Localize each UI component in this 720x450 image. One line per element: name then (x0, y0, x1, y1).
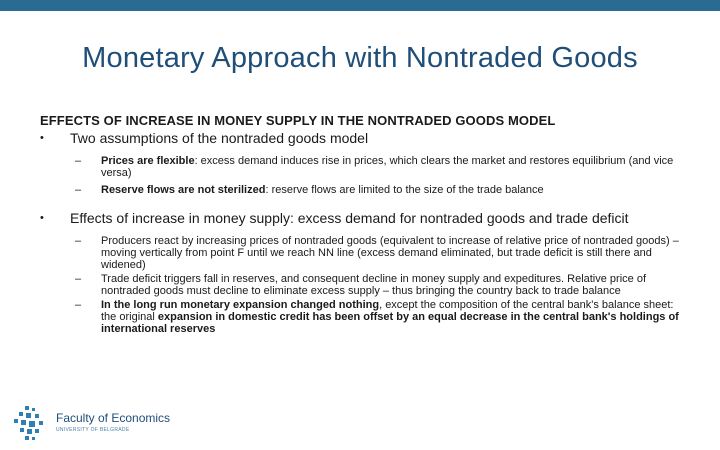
subitem-bold: In the long run monetary expansion changed nothing (101, 299, 380, 311)
bullet-text: Effects of increase in money supply: excess demand for nontraded goods and trade deficit (70, 210, 629, 226)
section-heading: EFFECTS OF INCREASE IN MONEY SUPPLY IN THE NONTRADED GOODS MODEL (40, 113, 556, 128)
dash-marker: – (75, 155, 82, 167)
slide-content (40, 113, 680, 335)
logo-subtitle: UNIVERSITY OF BELGRADE (56, 427, 130, 433)
subitem-bold: Reserve flows are not sterilized (101, 184, 266, 196)
bullet-marker: • (40, 132, 44, 144)
logo-name: Faculty of Economics (56, 411, 171, 425)
subitem-text: Trade deficit triggers fall in reserves, and consequent decline in money supply and expeditures. Relative price of nontraded goods must decline to eliminate excess supply – thus bringing the country back to trade balance (101, 273, 646, 297)
slide-title: Monetary Approach with Nontraded Goods (82, 42, 638, 74)
subitem-bold: expansion in domestic credit has been offset by an equal decrease in the central bank's holdings of international reserves (101, 311, 679, 335)
subitem-text: Producers react by increasing prices of nontraded goods (equivalent to increase of relative price of nontraded goods) – moving vertically from point F until we reach NN line (excess demand eliminated, but trade deficit is still there and widened) (101, 235, 679, 271)
dash-marker: – (75, 299, 82, 311)
subitem-trade-deficit (40, 273, 680, 297)
faculty-logo (12, 404, 172, 444)
dash-marker: – (75, 184, 82, 196)
top-accent-bar (0, 0, 720, 11)
bullet-effects (40, 210, 680, 227)
subitem-reserve-flows (40, 184, 680, 196)
subitem-bold: Prices are flexible (101, 155, 195, 167)
subitem-prices-flexible (40, 155, 680, 179)
dash-marker: – (75, 235, 82, 247)
dash-marker: – (75, 273, 82, 285)
subitem-long-run (40, 299, 680, 335)
subitem-text: : reserve flows are limited to the size of the trade balance (265, 184, 544, 196)
subitem-producers-react (40, 235, 680, 271)
bullet-text: Two assumptions of the nontraded goods model (70, 130, 369, 146)
logo-dots-icon (12, 404, 52, 444)
subitem-text: : excess demand induces rise in prices, which clears the market and restores equilibrium (and vice versa) (101, 155, 674, 179)
bullet-assumptions (40, 130, 680, 147)
bullet-marker: • (40, 212, 44, 224)
subitem-text: , except the composition of the central bank's balance sheet: the original (101, 299, 674, 323)
